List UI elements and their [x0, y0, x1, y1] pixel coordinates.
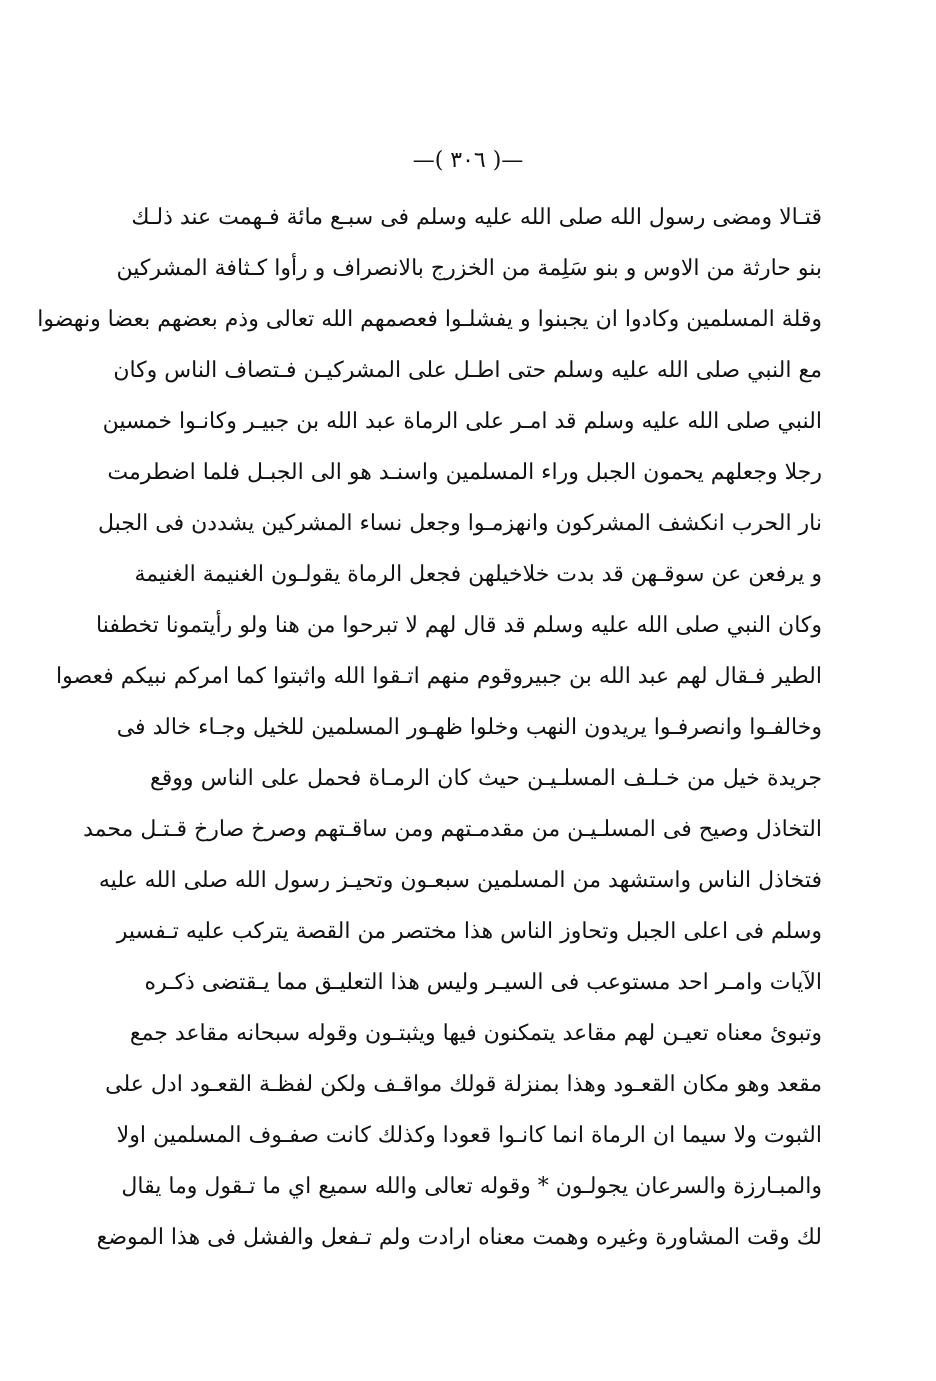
text-line: وخالفـوا وانصرفـوا يريدون النهب وخلوا ظهـور المسلمين للخيل وجـاء خالد فى — [116, 715, 822, 740]
text-line: الثبوت ولا سيما ان الرماة انما كانـوا قعودا وكذلك كانت صفـوف المسلمين اولا — [116, 1123, 822, 1148]
page-number: —( ٣٠٦ )— — [412, 148, 524, 173]
text-line: الآيات وامـر احد مستوعب فى السيـر وليس هذا التعليـق مما يـقتضى ذكـره — [144, 970, 822, 995]
text-line: رجلا وجعلهم يحمون الجبل وراء المسلمين واسنـد هو الى الجبـل فلما اضطرمت — [107, 460, 822, 485]
text-line: نار الحرب انكشف المشركون وانهزمـوا وجعل نساء المشركين يشددن فى الجبل — [97, 511, 822, 536]
text-line: وقلة المسلمين وكادوا ان يجبنوا و يفشلـوا فعصمهم الله تعالى وذم بعضهم بعضا ونهضوا — [37, 307, 822, 332]
text-line: قتـالا ومضى رسول الله صلى الله عليه وسلم فى سبـع مائة فـهمت عند ذلـك — [131, 205, 822, 230]
text-line: و يرفعن عن سوقـهن قد بدت خلاخيلهن فجعل الرماة يقولـون الغنيمة الغنيمة — [134, 562, 822, 587]
text-line: الطير فـقال لهم عبد الله بن جبيروقوم منهم اتـقوا الله واثبتوا كما امركم نبيكم فعصوا — [56, 664, 822, 689]
text-line: وتبوئ معناه تعيـن لهم مقاعد يتمكنون فيها ويثبتـون وقوله سبحانه مقاعد جمع — [129, 1021, 822, 1046]
text-line: لك وقت المشاورة وغيره وهمت معناه ارادت ولم تـفعل والفشل فى هذا الموضع — [96, 1225, 822, 1250]
text-line: التخاذل وصيح فى المسلـيـن من مقدمـتهم ومن ساقـتهم وصرخ صارخ قـتـل محمد — [83, 817, 822, 842]
text-line: وسلم فى اعلى الجبل وتحاوز الناس هذا مختصر من القصة يتركب عليه تـفسير — [116, 919, 822, 944]
body-text — [37, 192, 822, 1263]
text-line: بنو حارثة من الاوس و بنو سَلِمة من الخزرج بالانصراف و رأوا كـثافة المشركين — [116, 256, 822, 281]
text-line: النبي صلى الله عليه وسلم قد امـر على الرماة عبد الله بن جبيـر وكانـوا خمسين — [102, 409, 822, 434]
text-line: مقعد وهو مكان القعـود وهذا بمنزلة قولك مواقـف ولكن لفظـة القعـود ادل على — [105, 1072, 822, 1097]
text-line: جريدة خيل من خـلـف المسلـيـن حيث كان الرمـاة فحمل على الناس ووقع — [150, 766, 822, 791]
text-line: وكان النبي صلى الله عليه وسلم قد قال لهم لا تبرحوا من هنا ولو رأيتمونا تخطفنا — [96, 613, 822, 638]
text-line: مع النبي صلى الله عليه وسلم حتى اطـل على المشركيـن فـتصاف الناس وكان — [113, 358, 822, 383]
text-line: فتخاذل الناس واستشهد من المسلمين سبعـون وتحيـز رسول الله صلى الله عليه — [98, 868, 822, 893]
text-line: والمبـارزة والسرعان يجولـون * وقوله تعالى والله سميع اي ما تـقول وما يقال — [121, 1174, 822, 1199]
